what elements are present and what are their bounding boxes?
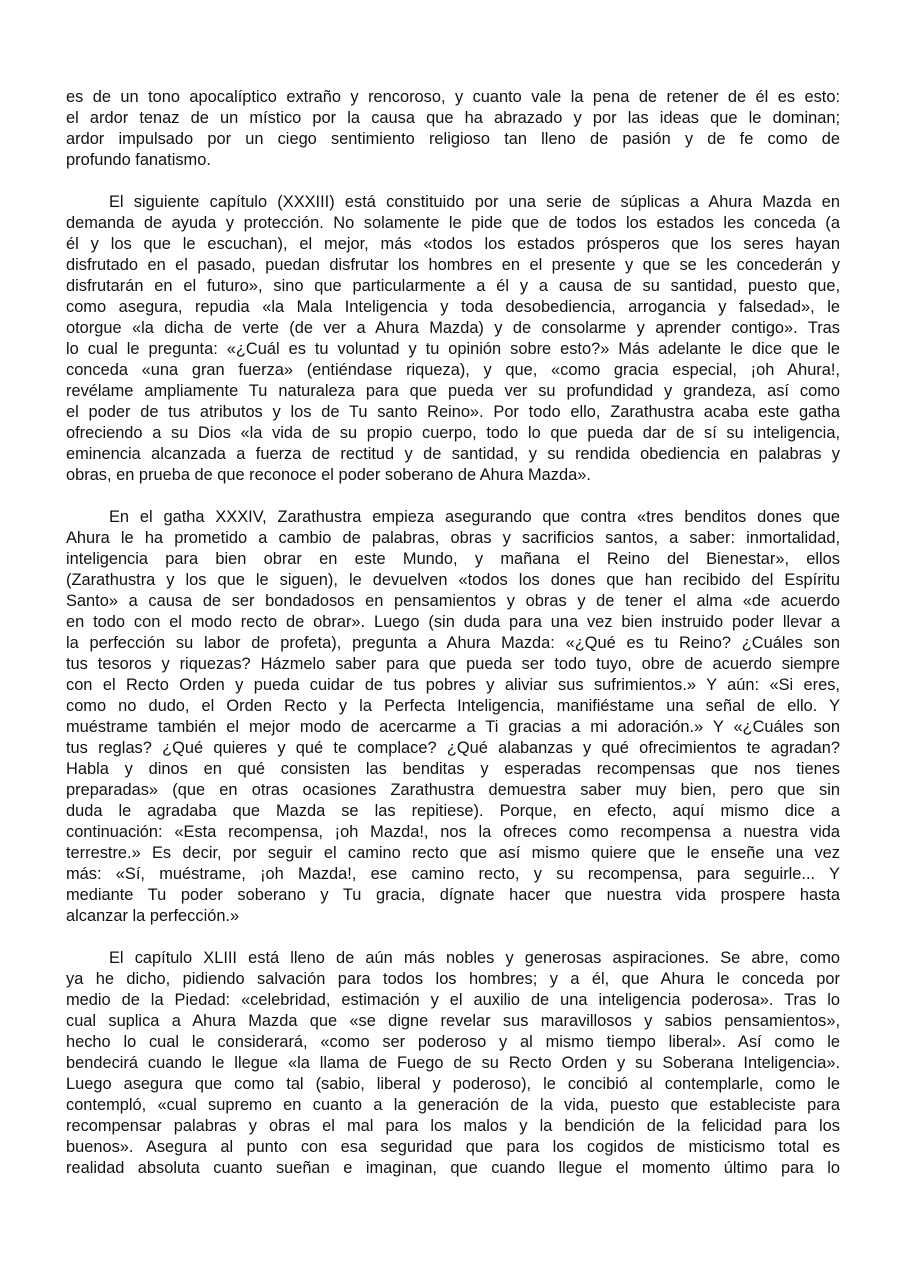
text-line: él y los que le escuchan), el mejor, más «todos los estados prósperos que los seres hayan: [66, 235, 840, 253]
text-line: otorgue «la dicha de verte (de ver a Ahura Mazda) y de consolarme y aprender contigo». Tras: [66, 319, 840, 337]
text-line: en todo con el modo recto de obrar». Luego (sin duda para una vez bien instruido poder llevar a: [66, 613, 840, 631]
text-line: hecho lo cual le considerará, «como ser poderoso y al mismo tiempo liberal». Así como le: [66, 1033, 840, 1051]
text-line: el ardor tenaz de un místico por la causa que ha abrazado y por las ideas que le dominan;: [66, 109, 840, 127]
paragraph: [66, 948, 840, 1179]
text-line: recompensar palabras y obras el mal para los malos y la bendición de la felicidad para los: [66, 1117, 840, 1135]
text-line: más: «Sí, muéstrame, ¡oh Mazda!, ese camino recto, y su recompensa, para seguirle... Y: [66, 865, 840, 883]
paragraph: [66, 507, 840, 927]
text-line: preparadas» (que en otras ocasiones Zarathustra demuestra saber muy bien, pero que sin: [66, 781, 840, 799]
text-line: revélame ampliamente Tu naturaleza para que pueda ver su profundidad y grandeza, así como: [66, 382, 840, 400]
text-line: medio de la Piedad: «celebridad, estimación y el auxilio de una inteligencia poderosa». Tras lo: [66, 991, 840, 1009]
paragraph: [66, 87, 840, 171]
text-line: ofreciendo a su Dios «la vida de su propio cuerpo, todo lo que pueda dar de sí su inteligencia,: [66, 424, 840, 442]
text-line: duda le agradaba que Mazda se las repitiese). Porque, en efecto, aquí mismo dice a: [66, 802, 840, 820]
text-line: como asegura, repudia «la Mala Inteligencia y toda desobediencia, arrogancia y falsedad», le: [66, 298, 840, 316]
text-line: Santo» a causa de ser bondadosos en pensamientos y obras y de tener el alma «de acuerdo: [66, 592, 840, 610]
text-line: alcanzar la perfección.»: [66, 907, 240, 925]
text-line: buenos». Asegura al punto con esa seguridad que para los cogidos de misticismo total es: [66, 1138, 840, 1156]
text-line: eminencia alcanzada a fuerza de rectitud y de santidad, y su rendida obediencia en palabras y: [66, 445, 840, 463]
text-line: tus reglas? ¿Qué quieres y qué te complace? ¿Qué alabanzas y qué ofrecimientos te agradan?: [66, 739, 840, 757]
text-line: En el gatha XXXIV, Zarathustra empieza asegurando que contra «tres benditos dones que: [109, 508, 840, 526]
paragraph: [66, 192, 840, 486]
text-line: tus tesoros y riquezas? Házmelo saber para que pueda ser todo tuyo, obre de acuerdo siempre: [66, 655, 840, 673]
text-line: El siguiente capítulo (XXXIII) está constituido por una serie de súplicas a Ahura Mazda en: [109, 193, 840, 211]
text-line: ya he dicho, pidiendo salvación para todos los hombres; y a él, que Ahura le conceda por: [66, 970, 840, 988]
text-line: Luego asegura que como tal (sabio, liberal y poderoso), le concibió al contemplarle, como le: [66, 1075, 840, 1093]
text-line: como no dudo, el Orden Recto y la Perfecta Inteligencia, manifiéstame una señal de ello. Y: [66, 697, 840, 715]
text-line: con el Recto Orden y pueda cuidar de tus pobres y aliviar sus sufrimientos.» Y aún: «Si eres,: [66, 676, 840, 694]
text-line: disfrutarán en el futuro», sino que particularmente a él y a causa de su santidad, puesto que,: [66, 277, 840, 295]
text-line: es de un tono apocalíptico extraño y rencoroso, y cuanto vale la pena de retener de él es esto:: [66, 88, 840, 106]
body-text: [66, 87, 840, 1200]
text-line: realidad absoluta cuanto sueñan e imaginan, que cuando llegue el momento último para lo: [66, 1159, 840, 1177]
text-line: lo cual le pregunta: «¿Cuál es tu voluntad y tu opinión sobre esto?» Más adelante le dice que le: [66, 340, 840, 358]
text-line: ardor impulsado por un ciego sentimiento religioso tan lleno de pasión y de fe como de: [66, 130, 840, 148]
text-line: Habla y dinos en qué consisten las benditas y esperadas recompensas que nos tienes: [66, 760, 840, 778]
text-line: El capítulo XLIII está lleno de aún más nobles y generosas aspiraciones. Se abre, como: [109, 949, 840, 967]
text-line: continuación: «Esta recompensa, ¡oh Mazda!, nos la ofreces como recompensa a nuestra vida: [66, 823, 840, 841]
text-line: la perfección su labor de profeta), pregunta a Ahura Mazda: «¿Qué es tu Reino? ¿Cuáles son: [66, 634, 840, 652]
text-line: bendecirá cuando le llegue «la llama de Fuego de su Recto Orden y su Soberana Inteligencia».: [66, 1054, 840, 1072]
text-line: profundo fanatismo.: [66, 151, 211, 169]
text-line: conceda «una gran fuerza» (entiéndase riqueza), y que, «como gracia especial, ¡oh Ahura!,: [66, 361, 840, 379]
text-line: demanda de ayuda y protección. No solamente le pide que de todos los estados les conceda (a: [66, 214, 840, 232]
text-line: muéstrame también el mejor modo de acercarme a Ti gracias a mi adoración.» Y «¿Cuáles son: [66, 718, 840, 736]
text-line: cual suplica a Ahura Mazda que «se digne revelar sus maravillosos y sabios pensamientos»,: [66, 1012, 840, 1030]
text-line: mediante Tu poder soberano y Tu gracia, dígnate hacer que nuestra vida prospere hasta: [66, 886, 840, 904]
text-line: Ahura le ha prometido a cambio de palabras, obras y sacrificios santos, a saber: inmortalidad,: [66, 529, 840, 547]
text-line: el poder de tus atributos y los de Tu santo Reino». Por todo ello, Zarathustra acaba este gatha: [66, 403, 840, 421]
text-line: terrestre.» Es decir, por seguir el camino recto que así mismo quiere que le enseñe una vez: [66, 844, 840, 862]
text-line: disfrutado en el pasado, puedan disfrutar los hombres en el presente y que se les concederán y: [66, 256, 840, 274]
text-line: (Zarathustra y los que le siguen), le devuelven «todos los dones que han recibido del Espíritu: [66, 571, 840, 589]
text-line: contempló, «cual supremo en cuanto a la generación de la vida, puesto que estableciste para: [66, 1096, 840, 1114]
text-line: inteligencia para bien obrar en este Mundo, y mañana el Reino del Bienestar», ellos: [66, 550, 840, 568]
text-line: obras, en prueba de que reconoce el poder soberano de Ahura Mazda».: [66, 466, 591, 484]
